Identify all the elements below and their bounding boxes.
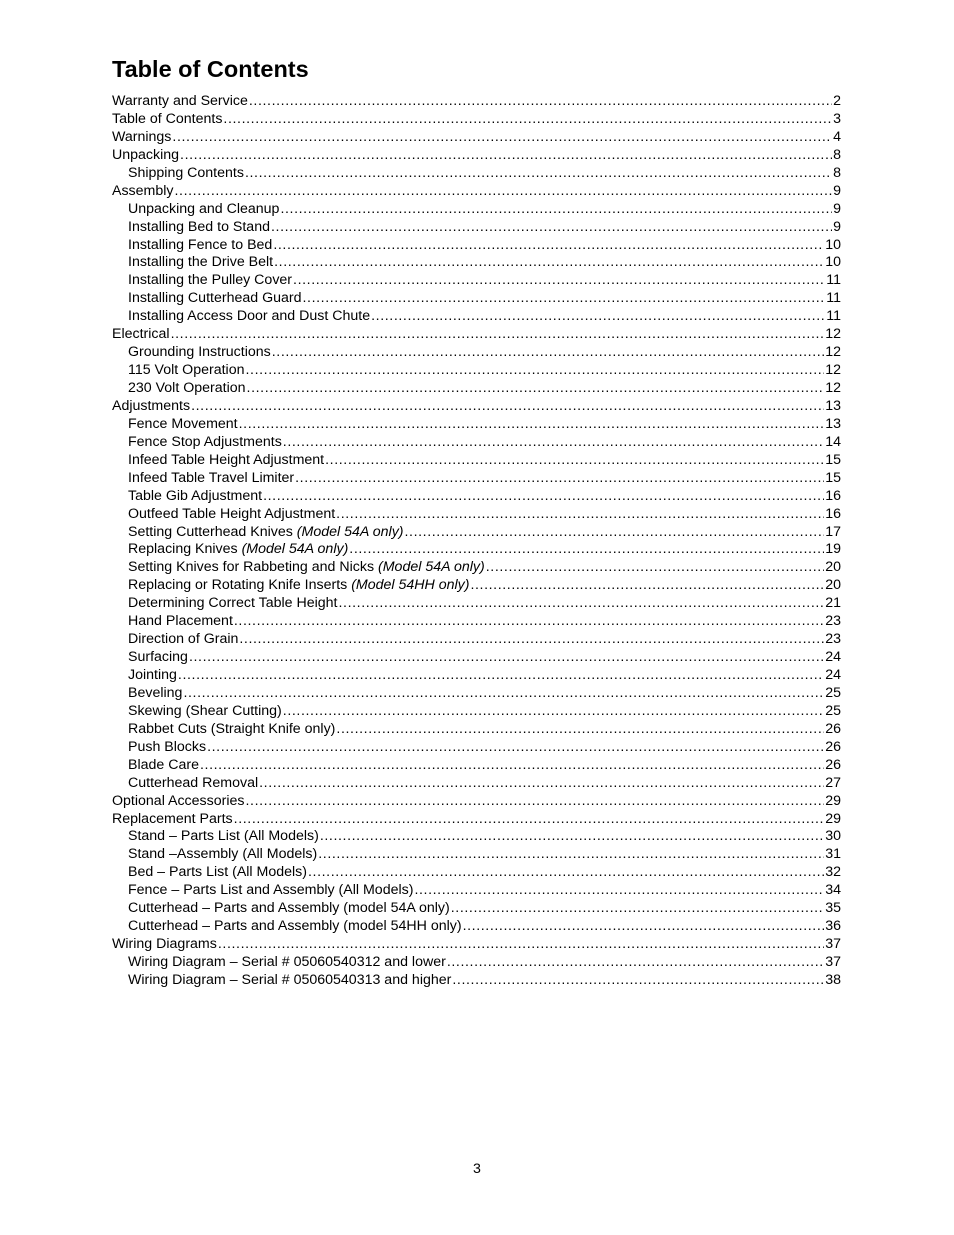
toc-entry-page: 27 bbox=[825, 774, 841, 791]
toc-entry[interactable] bbox=[112, 344, 841, 362]
toc-entry[interactable] bbox=[112, 613, 841, 631]
dot-leader bbox=[249, 93, 832, 111]
toc-entry-page: 4 bbox=[833, 128, 841, 145]
dot-leader bbox=[189, 649, 824, 667]
toc-entry-label bbox=[128, 362, 244, 380]
toc-entry[interactable] bbox=[112, 272, 841, 290]
toc-entry-title: Fence Movement bbox=[128, 415, 238, 432]
toc-entry-title: Setting Knives for Rabbeting and Nicks bbox=[128, 559, 375, 576]
toc-entry-label bbox=[112, 326, 170, 344]
toc-entry-title: Skewing (Shear Cutting) bbox=[128, 702, 282, 719]
toc-entry[interactable] bbox=[112, 972, 841, 990]
toc-entry[interactable] bbox=[112, 882, 841, 900]
toc-entry-page: 35 bbox=[825, 900, 841, 917]
toc-entry[interactable] bbox=[112, 416, 841, 434]
toc-entry-label bbox=[112, 398, 190, 416]
dot-leader bbox=[336, 506, 824, 524]
toc-entry[interactable] bbox=[112, 488, 841, 506]
toc-entry-page: 12 bbox=[825, 326, 841, 343]
toc-entry-page: 24 bbox=[825, 667, 841, 683]
toc-entry-page: 34 bbox=[825, 882, 841, 899]
toc-entry[interactable] bbox=[112, 362, 841, 380]
toc-entry-page: 16 bbox=[825, 505, 841, 522]
dot-leader bbox=[451, 900, 824, 918]
toc-entry-page: 30 bbox=[825, 828, 841, 845]
toc-entry[interactable] bbox=[112, 541, 841, 559]
toc-entry-title: Table of Contents bbox=[112, 110, 223, 127]
toc-entry-title: Unpacking and Cleanup bbox=[128, 200, 280, 217]
toc-entry-page: 26 bbox=[825, 720, 841, 737]
table-of-contents bbox=[112, 93, 841, 990]
toc-entry-label bbox=[128, 524, 404, 542]
toc-entry-page: 12 bbox=[825, 362, 841, 379]
toc-entry-page: 11 bbox=[826, 290, 841, 307]
toc-entry-title: Blade Care bbox=[128, 756, 199, 773]
toc-entry[interactable] bbox=[112, 577, 841, 595]
toc-entry-label bbox=[128, 577, 469, 595]
toc-entry-title: Infeed Table Travel Limiter bbox=[128, 469, 295, 486]
toc-entry[interactable] bbox=[112, 380, 841, 398]
toc-entry[interactable] bbox=[112, 846, 841, 864]
toc-entry-title: Installing Bed to Stand bbox=[128, 218, 270, 235]
toc-entry-page: 9 bbox=[833, 218, 841, 235]
toc-entry-page: 37 bbox=[825, 954, 841, 970]
dot-leader bbox=[414, 882, 824, 900]
toc-entry[interactable] bbox=[112, 828, 841, 846]
dot-leader bbox=[259, 775, 824, 793]
dot-leader bbox=[371, 308, 825, 326]
page-title: Table of Contents bbox=[112, 56, 309, 82]
toc-entry-title: Cutterhead – Parts and Assembly (model 54A only) bbox=[128, 900, 450, 917]
toc-entry-page: 10 bbox=[825, 236, 841, 253]
toc-entry[interactable] bbox=[112, 936, 841, 954]
toc-entry-title: Replacing or Rotating Knife Inserts bbox=[128, 577, 348, 594]
toc-entry[interactable] bbox=[112, 721, 841, 739]
dot-leader bbox=[405, 524, 825, 542]
toc-entry-title: Installing the Pulley Cover bbox=[128, 272, 293, 289]
toc-entry-label bbox=[128, 864, 307, 882]
toc-entry[interactable] bbox=[112, 757, 841, 775]
toc-entry-label bbox=[128, 219, 270, 237]
dot-leader bbox=[325, 452, 824, 470]
dot-leader bbox=[245, 793, 824, 811]
toc-entry-title: Wiring Diagram – Serial # 05060540313 and higher bbox=[128, 971, 452, 988]
toc-entry-label bbox=[128, 237, 272, 255]
toc-entry[interactable] bbox=[112, 308, 841, 326]
toc-entry-page: 11 bbox=[826, 272, 841, 289]
toc-entry-label bbox=[128, 254, 273, 272]
toc-entry-page: 9 bbox=[833, 200, 841, 217]
toc-entry-page: 15 bbox=[825, 469, 841, 486]
toc-entry-page: 36 bbox=[825, 918, 841, 935]
toc-entry-page: 21 bbox=[825, 595, 841, 612]
toc-entry[interactable] bbox=[112, 254, 841, 272]
toc-entry[interactable] bbox=[112, 918, 841, 936]
toc-entry-title: Replacing Knives bbox=[128, 541, 238, 558]
toc-entry-page: 17 bbox=[825, 523, 841, 540]
toc-entry-page: 25 bbox=[825, 684, 841, 701]
toc-entry-title: Cutterhead – Parts and Assembly (model 54HH only) bbox=[128, 918, 462, 935]
toc-entry-page: 10 bbox=[825, 254, 841, 271]
dot-leader bbox=[318, 846, 824, 864]
toc-entry-title: Jointing bbox=[128, 667, 177, 683]
toc-entry-page: 13 bbox=[825, 397, 841, 414]
toc-entry-label bbox=[112, 129, 171, 147]
toc-entry-title: Shipping Contents bbox=[128, 164, 244, 181]
dot-leader bbox=[447, 954, 824, 972]
toc-entry-note: (Model 54HH only) bbox=[351, 577, 470, 594]
dot-leader bbox=[263, 488, 824, 506]
dot-leader bbox=[180, 147, 832, 165]
dot-leader bbox=[271, 219, 832, 237]
toc-entry-title: Bed – Parts List (All Models) bbox=[128, 864, 307, 881]
toc-entry-title: Adjustments bbox=[112, 397, 191, 414]
dot-leader bbox=[218, 936, 824, 954]
toc-entry[interactable] bbox=[112, 667, 841, 685]
toc-entry-page: 19 bbox=[825, 541, 841, 558]
toc-entry-label bbox=[128, 667, 177, 685]
dot-leader bbox=[470, 577, 824, 595]
toc-entry[interactable] bbox=[112, 595, 841, 613]
toc-entry-label bbox=[128, 416, 238, 434]
toc-entry-label bbox=[128, 721, 335, 739]
toc-entry-title: Unpacking bbox=[112, 146, 180, 163]
dot-leader bbox=[295, 470, 824, 488]
toc-entry-label bbox=[128, 972, 451, 990]
toc-entry-page: 8 bbox=[833, 146, 841, 163]
toc-entry-label bbox=[128, 900, 450, 918]
dot-leader bbox=[207, 739, 824, 757]
dot-leader bbox=[293, 272, 825, 290]
toc-entry-title: 230 Volt Operation bbox=[128, 380, 246, 396]
dot-leader bbox=[463, 918, 825, 936]
dot-leader bbox=[191, 398, 824, 416]
toc-entry[interactable] bbox=[112, 93, 841, 111]
toc-entry-label bbox=[112, 793, 244, 811]
toc-entry-title: Installing Cutterhead Guard bbox=[128, 290, 302, 307]
toc-entry-label bbox=[128, 380, 246, 398]
toc-entry-page: 20 bbox=[825, 577, 841, 594]
toc-entry-page: 26 bbox=[825, 756, 841, 773]
toc-entry-page: 13 bbox=[825, 415, 841, 432]
toc-entry-title: Rabbet Cuts (Straight Knife only) bbox=[128, 720, 336, 737]
dot-leader bbox=[336, 721, 824, 739]
toc-entry-label bbox=[128, 344, 271, 362]
toc-entry-label bbox=[128, 488, 262, 506]
toc-entry[interactable] bbox=[112, 183, 841, 201]
toc-entry[interactable] bbox=[112, 398, 841, 416]
toc-entry[interactable] bbox=[112, 631, 841, 649]
toc-entry-label bbox=[128, 452, 324, 470]
toc-entry[interactable] bbox=[112, 434, 841, 452]
toc-entry[interactable] bbox=[112, 811, 841, 829]
dot-leader bbox=[245, 362, 824, 380]
toc-entry-label bbox=[128, 165, 244, 183]
toc-entry[interactable] bbox=[112, 326, 841, 344]
toc-entry[interactable] bbox=[112, 524, 841, 542]
toc-entry-title: Warnings bbox=[112, 128, 172, 145]
toc-entry[interactable] bbox=[112, 201, 841, 219]
dot-leader bbox=[245, 165, 832, 183]
dot-leader bbox=[308, 864, 824, 882]
toc-entry-note: (Model 54A only) bbox=[296, 523, 404, 540]
dot-leader bbox=[486, 559, 824, 577]
toc-entry-label bbox=[112, 111, 222, 129]
toc-entry-label bbox=[128, 739, 206, 757]
dot-leader bbox=[175, 183, 833, 201]
dot-leader bbox=[239, 631, 824, 649]
toc-entry-page: 11 bbox=[826, 308, 841, 325]
toc-entry-page: 31 bbox=[825, 846, 841, 863]
toc-entry-page: 9 bbox=[833, 182, 841, 199]
toc-entry-label bbox=[128, 201, 279, 219]
dot-leader bbox=[234, 613, 824, 631]
toc-entry[interactable] bbox=[112, 649, 841, 667]
toc-entry-title: Infeed Table Height Adjustment bbox=[128, 451, 325, 468]
toc-entry-label bbox=[128, 290, 302, 308]
toc-entry-title: Wiring Diagrams bbox=[112, 936, 217, 953]
dot-leader bbox=[339, 595, 825, 613]
toc-entry-label bbox=[128, 882, 413, 900]
toc-entry-title: Wiring Diagram – Serial # 05060540312 and lower bbox=[128, 954, 446, 970]
toc-entry-page: 14 bbox=[825, 433, 841, 450]
dot-leader bbox=[283, 434, 824, 452]
toc-entry[interactable] bbox=[112, 506, 841, 524]
toc-entry-title: Warranty and Service bbox=[112, 93, 248, 109]
toc-entry-label bbox=[128, 775, 258, 793]
toc-entry-title: Replacement Parts bbox=[112, 810, 233, 827]
toc-entry-label bbox=[128, 685, 182, 703]
toc-entry-page: 37 bbox=[825, 936, 841, 953]
toc-entry-title: Table Gib Adjustment bbox=[128, 487, 263, 504]
toc-entry-label bbox=[128, 918, 462, 936]
toc-entry-title: Setting Cutterhead Knives bbox=[128, 523, 293, 540]
toc-entry[interactable] bbox=[112, 165, 841, 183]
dot-leader bbox=[280, 201, 832, 219]
toc-entry-title: Cutterhead Removal bbox=[128, 774, 259, 791]
toc-entry[interactable] bbox=[112, 219, 841, 237]
toc-entry-label bbox=[128, 434, 282, 452]
toc-entry-label bbox=[128, 828, 319, 846]
toc-entry-label bbox=[128, 470, 294, 488]
toc-entry-label bbox=[128, 506, 335, 524]
toc-entry-title: Assembly bbox=[112, 182, 174, 199]
toc-entry[interactable] bbox=[112, 129, 841, 147]
toc-entry-page: 15 bbox=[825, 451, 841, 468]
toc-entry[interactable] bbox=[112, 954, 841, 972]
dot-leader bbox=[349, 541, 824, 559]
toc-entry[interactable] bbox=[112, 739, 841, 757]
toc-entry-page: 23 bbox=[825, 631, 841, 648]
toc-entry-title: Grounding Instructions bbox=[128, 344, 271, 361]
toc-entry-label bbox=[128, 559, 485, 577]
dot-leader bbox=[274, 254, 824, 272]
toc-entry-page: 32 bbox=[825, 864, 841, 881]
toc-entry-label bbox=[128, 541, 348, 559]
toc-entry-title: Fence Stop Adjustments bbox=[128, 433, 282, 450]
toc-entry[interactable] bbox=[112, 111, 841, 129]
dot-leader bbox=[171, 326, 825, 344]
toc-entry-label bbox=[112, 147, 179, 165]
toc-entry[interactable] bbox=[112, 290, 841, 308]
toc-entry-page: 2 bbox=[833, 93, 841, 109]
toc-entry-label bbox=[128, 272, 292, 290]
toc-entry-title: Beveling bbox=[128, 684, 183, 701]
toc-entry[interactable] bbox=[112, 452, 841, 470]
toc-entry-title: Stand – Parts List (All Models) bbox=[128, 828, 319, 845]
toc-entry[interactable] bbox=[112, 470, 841, 488]
dot-leader bbox=[178, 667, 824, 685]
dot-leader bbox=[283, 703, 824, 721]
toc-entry-page: 29 bbox=[825, 792, 841, 809]
toc-entry[interactable] bbox=[112, 864, 841, 882]
toc-entry-label bbox=[128, 595, 338, 613]
dot-leader bbox=[223, 111, 832, 129]
toc-entry[interactable] bbox=[112, 793, 841, 811]
toc-entry-label bbox=[112, 811, 233, 829]
toc-entry-label bbox=[128, 703, 282, 721]
toc-entry[interactable] bbox=[112, 900, 841, 918]
toc-entry[interactable] bbox=[112, 559, 841, 577]
toc-entry-title: Surfacing bbox=[128, 649, 188, 666]
toc-entry-page: 12 bbox=[825, 380, 841, 396]
toc-entry-title: Installing Access Door and Dust Chute bbox=[128, 308, 371, 325]
toc-entry-label bbox=[128, 649, 188, 667]
dot-leader bbox=[303, 290, 826, 308]
toc-entry-title: Direction of Grain bbox=[128, 631, 239, 648]
dot-leader bbox=[320, 828, 824, 846]
toc-entry-title: Optional Accessories bbox=[112, 792, 245, 809]
toc-entry[interactable] bbox=[112, 147, 841, 165]
toc-entry-label bbox=[128, 954, 446, 972]
toc-entry-title: Push Blocks bbox=[128, 738, 207, 755]
dot-leader bbox=[452, 972, 824, 990]
toc-entry-page: 24 bbox=[825, 649, 841, 666]
toc-entry-page: 3 bbox=[833, 110, 841, 127]
toc-entry-title: Determining Correct Table Height bbox=[128, 595, 338, 612]
dot-leader bbox=[239, 416, 825, 434]
toc-entry-note: (Model 54A only) bbox=[378, 559, 485, 576]
toc-entry-title: Hand Placement bbox=[128, 613, 233, 630]
toc-entry-label bbox=[128, 757, 199, 775]
toc-entry-page: 20 bbox=[825, 559, 841, 576]
toc-entry-page: 8 bbox=[833, 164, 841, 181]
toc-entry-title: Installing the Drive Belt bbox=[128, 254, 274, 271]
page-number: 3 bbox=[473, 1161, 481, 1177]
toc-entry-page: 38 bbox=[825, 971, 841, 988]
toc-entry-label bbox=[128, 613, 233, 631]
toc-entry-label bbox=[112, 93, 248, 111]
toc-entry-label bbox=[128, 846, 317, 864]
toc-entry-note: (Model 54A only) bbox=[241, 541, 349, 558]
toc-entry[interactable] bbox=[112, 685, 841, 703]
toc-entry[interactable] bbox=[112, 703, 841, 721]
toc-entry[interactable] bbox=[112, 237, 841, 255]
dot-leader bbox=[172, 129, 832, 147]
toc-entry-title: Stand –Assembly (All Models) bbox=[128, 846, 318, 863]
toc-entry-page: 16 bbox=[825, 487, 841, 504]
dot-leader bbox=[183, 685, 824, 703]
dot-leader bbox=[247, 380, 825, 398]
toc-entry-page: 23 bbox=[825, 613, 841, 630]
dot-leader bbox=[273, 237, 824, 255]
dot-leader bbox=[272, 344, 824, 362]
toc-entry-title: Outfeed Table Height Adjustment bbox=[128, 505, 336, 522]
toc-entry-page: 12 bbox=[825, 344, 841, 361]
toc-entry-label bbox=[128, 308, 370, 326]
dot-leader bbox=[200, 757, 824, 775]
toc-entry-title: Installing Fence to Bed bbox=[128, 236, 273, 253]
toc-entry-title: 115 Volt Operation bbox=[128, 362, 245, 379]
toc-entry-label bbox=[112, 936, 217, 954]
toc-entry-title: Fence – Parts List and Assembly (All Models) bbox=[128, 882, 414, 899]
toc-entry-page: 29 bbox=[825, 810, 841, 827]
toc-entry[interactable] bbox=[112, 775, 841, 793]
toc-entry-page: 26 bbox=[825, 738, 841, 755]
toc-entry-label bbox=[112, 183, 174, 201]
dot-leader bbox=[234, 811, 825, 829]
toc-entry-title: Electrical bbox=[112, 326, 170, 343]
toc-entry-page: 25 bbox=[825, 702, 841, 719]
toc-entry-label bbox=[128, 631, 238, 649]
